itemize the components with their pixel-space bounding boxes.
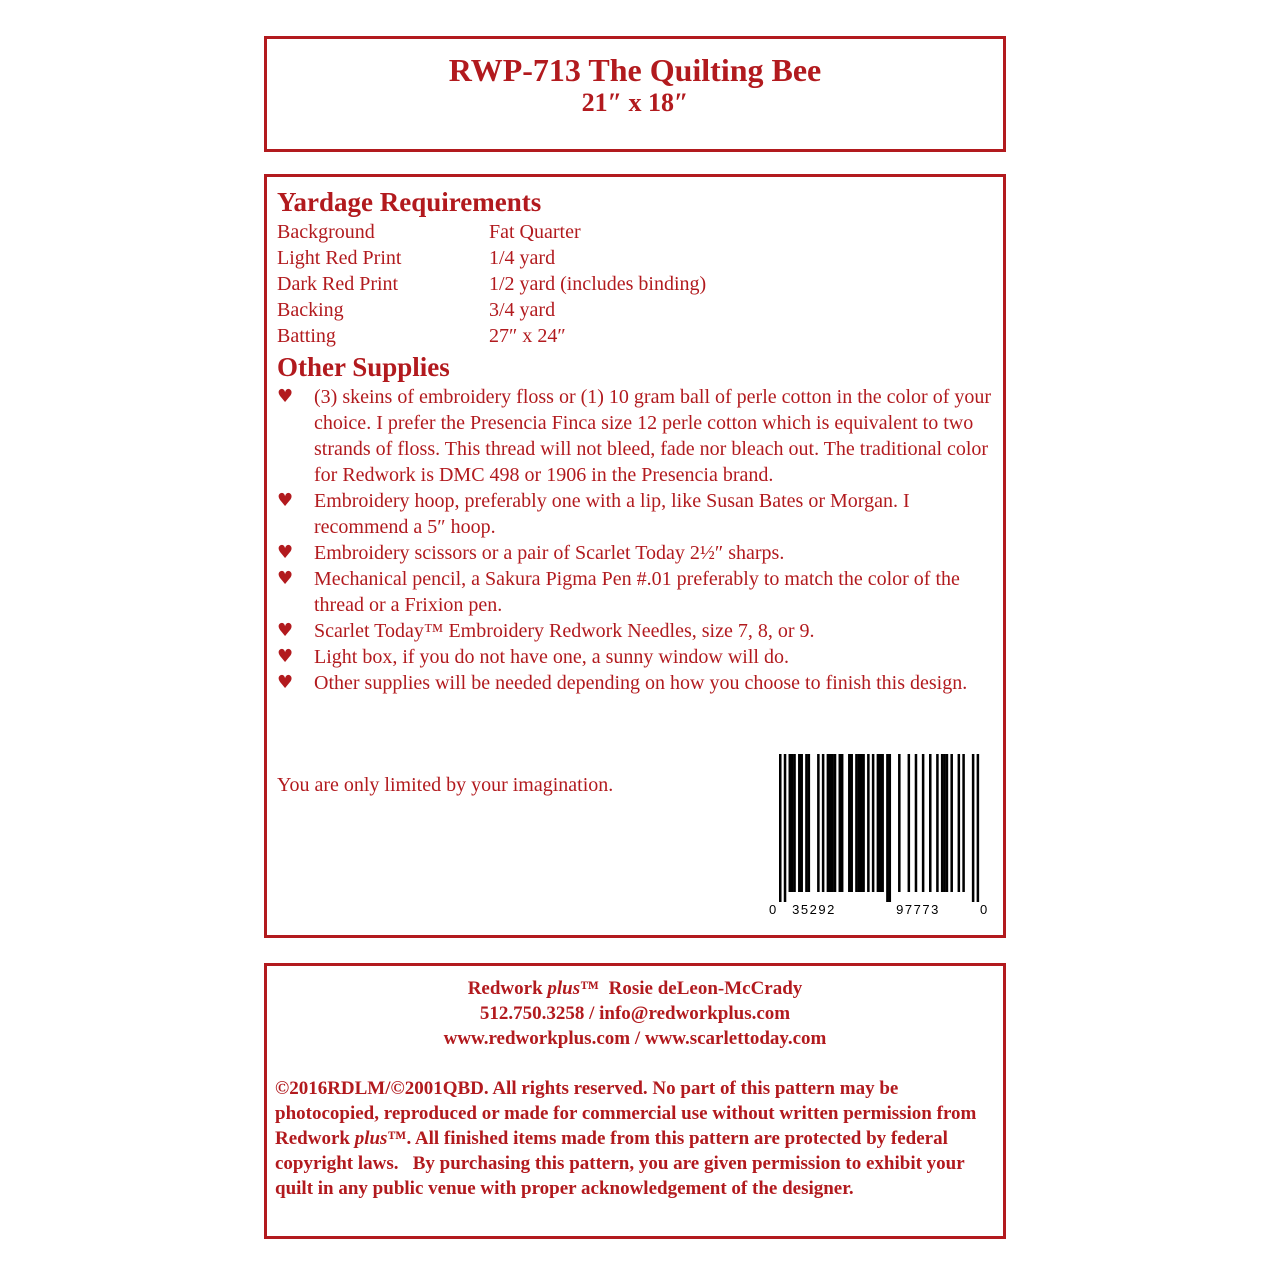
barcode-bar	[841, 754, 844, 892]
barcode-bar	[789, 754, 792, 892]
barcode-bars	[779, 754, 979, 902]
pattern-size: 21″ x 18″	[581, 88, 689, 117]
heart-bullet-icon: ♥	[277, 386, 294, 407]
yardage-row	[277, 271, 706, 297]
supply-list	[277, 384, 1007, 696]
list-item	[277, 488, 1007, 540]
barcode-bar	[943, 754, 946, 892]
yardage-amount: 27″ x 24″	[489, 325, 566, 347]
barcode-digit-right: 0	[980, 902, 988, 917]
list-item	[277, 670, 1007, 696]
barcode-bar	[800, 754, 803, 892]
barcode-bar	[881, 754, 884, 892]
barcode-bar	[850, 754, 853, 892]
designer-name: ™ Rosie deLeon-McCrady	[580, 978, 803, 999]
barcode-bar	[929, 754, 932, 892]
barcode-bar	[798, 754, 801, 892]
barcode-bar	[793, 754, 796, 892]
barcode-digits-group2: 97773	[896, 902, 940, 917]
list-item	[277, 540, 1007, 566]
barcode-bar	[860, 754, 863, 892]
supply-text: Light box, if you do not have one, a sunny window will do.	[314, 646, 789, 668]
barcode-bar	[831, 754, 834, 892]
barcode-bar	[977, 754, 980, 902]
barcode-bar	[936, 754, 939, 892]
barcode-digits-group1: 35292	[792, 902, 836, 917]
barcode-bar	[834, 754, 837, 892]
heart-bullet-icon: ♥	[277, 620, 294, 641]
barcode-bar	[941, 754, 944, 892]
yardage-amount: 1/4 yard	[489, 247, 556, 269]
barcode-bar	[872, 754, 875, 892]
copyright-text-end: ™. All finished items made from this pattern are protected by federal copyright laws. By purchasing this pattern, you are given permission to exhibit your quilt in any public venue with proper acknowledgement of the designer.	[275, 1128, 970, 1199]
barcode-bar	[848, 754, 851, 892]
barcode-bar	[822, 754, 825, 892]
yardage-item: Background	[277, 221, 375, 243]
heart-bullet-icon: ♥	[277, 672, 294, 693]
heart-bullet-icon: ♥	[277, 568, 294, 589]
copyright-notice	[275, 1076, 1002, 1201]
brand-line	[267, 976, 1003, 1001]
yardage-item: Light Red Print	[277, 247, 402, 269]
barcode-bar	[946, 754, 949, 892]
list-item	[277, 566, 1007, 618]
yardage-amount: 3/4 yard	[489, 299, 556, 321]
list-item	[277, 384, 1007, 488]
list-item	[277, 618, 1007, 644]
barcode	[767, 752, 992, 917]
yardage-table	[277, 219, 706, 349]
websites: www.redworkplus.com / www.scarlettoday.com	[443, 1028, 827, 1049]
contact-box	[264, 963, 1006, 1239]
phone-email: 512.750.3258 / info@redworkplus.com	[479, 1003, 791, 1024]
yardage-amount: Fat Quarter	[489, 221, 581, 243]
barcode-bar	[877, 754, 880, 892]
yardage-row	[277, 323, 706, 349]
supply-text: Embroidery scissors or a pair of Scarlet Today 2½″ sharps.	[314, 542, 785, 564]
yardage-item: Backing	[277, 299, 344, 321]
yardage-row	[277, 219, 706, 245]
barcode-bar	[889, 754, 892, 902]
barcode-bar	[839, 754, 842, 892]
barcode-bar	[862, 754, 865, 892]
yardage-row	[277, 245, 706, 271]
barcode-bar	[858, 754, 861, 892]
yardage-heading: Yardage Requirements	[277, 187, 542, 217]
brand-name: Redwork	[467, 978, 548, 999]
list-item	[277, 644, 1007, 670]
barcode-bar	[827, 754, 830, 892]
heart-bullet-icon: ♥	[277, 646, 294, 667]
barcode-bar	[915, 754, 918, 892]
barcode-bar	[908, 754, 911, 892]
supply-text: Other supplies will be needed depending on how you choose to finish this design.	[314, 672, 968, 694]
barcode-bar	[962, 754, 965, 892]
yardage-item: Batting	[277, 325, 336, 347]
barcode-bar	[805, 754, 808, 892]
supply-text: Embroidery hoop, preferably one with a lip, like Susan Bates or Morgan. I recommend a 5″ hoop.	[314, 490, 910, 538]
barcode-bar	[950, 754, 953, 892]
copyright-text: ©2016RDLM/©2001QBD. All rights reserved. No part of this pattern may be photocopied, reproduced or made for commercial use without written permission from Redwork	[275, 1078, 977, 1149]
barcode-bar	[898, 754, 901, 892]
barcode-bar	[829, 754, 832, 892]
yardage-item: Dark Red Print	[277, 273, 399, 295]
heart-bullet-icon: ♥	[277, 490, 294, 511]
barcode-bar	[879, 754, 882, 892]
supply-text: (3) skeins of embroidery floss or (1) 10 gram ball of perle cotton in the color of your choice. I prefer the Presencia Finca size 12 perle cotton which is equivalent to two strands of floss. This thread will not bleed, fade nor bleach out. The traditional color for Redwork is DMC 498 or 1906 in the Presencia brand.	[314, 386, 992, 486]
title-box	[264, 36, 1006, 152]
barcode-bar	[855, 754, 858, 892]
barcode-bar	[922, 754, 925, 892]
barcode-digit-left: 0	[769, 902, 777, 917]
barcode-bar	[886, 754, 889, 902]
brand-name-italic: plus	[547, 978, 581, 999]
pattern-title: RWP-713 The Quilting Bee	[448, 52, 822, 88]
yardage-amount: 1/2 yard (includes binding)	[489, 273, 707, 295]
barcode-bar	[784, 754, 787, 902]
supply-text: Scarlet Today™ Embroidery Redwork Needles, size 7, 8, or 9.	[314, 620, 815, 642]
requirements-box	[264, 174, 1006, 938]
heart-bullet-icon: ♥	[277, 542, 294, 563]
closing-line: You are only limited by your imagination.	[277, 774, 614, 796]
contact-block	[267, 976, 1003, 1051]
barcode-bar	[817, 754, 820, 892]
yardage-row	[277, 297, 706, 323]
barcode-bar	[867, 754, 870, 892]
supply-text: Mechanical pencil, a Sakura Pigma Pen #.01 preferably to match the color of the thread or a Frixion pen.	[314, 568, 960, 616]
barcode-bar	[808, 754, 811, 892]
barcode-bar	[972, 754, 975, 902]
barcode-bar	[779, 754, 782, 902]
barcode-bar	[791, 754, 794, 892]
copyright-italic: plus	[354, 1128, 388, 1149]
supplies-heading: Other Supplies	[277, 352, 450, 382]
barcode-bar	[958, 754, 961, 892]
